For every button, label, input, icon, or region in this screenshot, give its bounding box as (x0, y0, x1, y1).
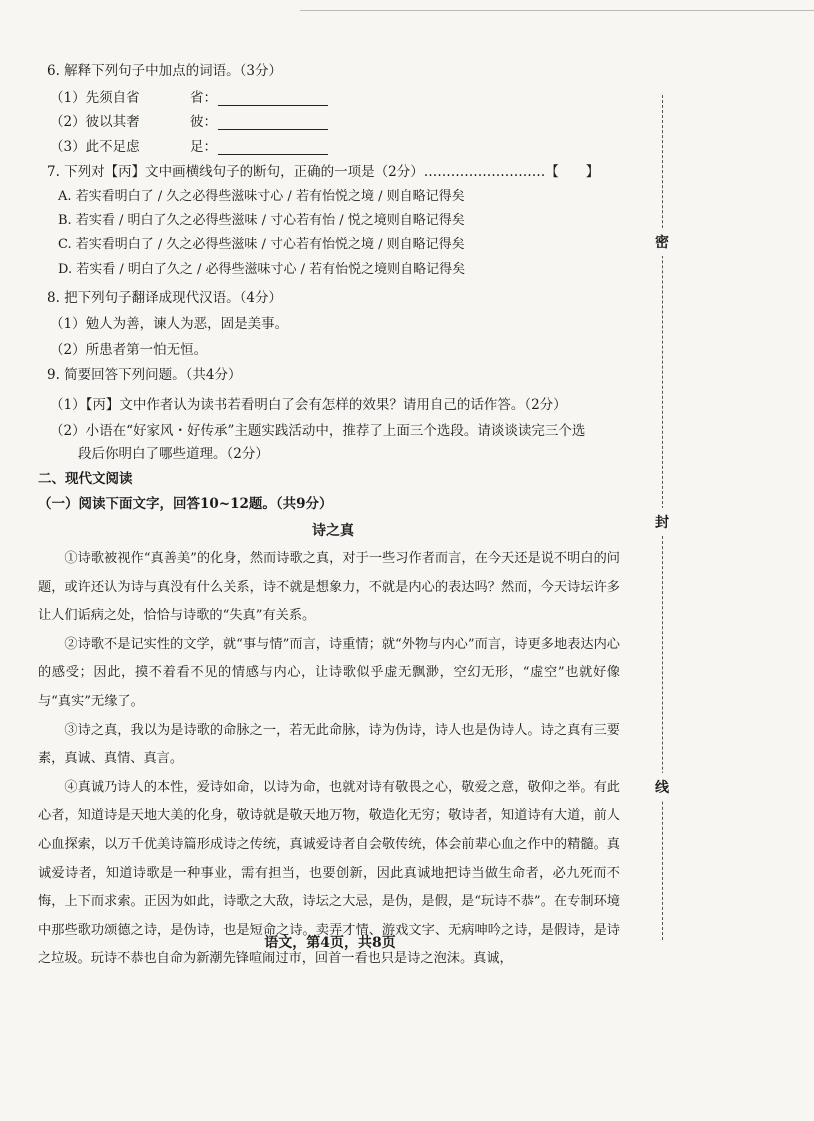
q7-option-b: B. 若实看 / 明白了久之必得些滋味 / 寸心若有怡 / 悦之境则自略记得矣 (58, 213, 465, 228)
binding-char-mi: 密 (655, 228, 669, 256)
q6-answer-line-3[interactable] (218, 153, 328, 155)
q9-item-2b: 段后你明白了哪些道理。（2分） (78, 446, 269, 462)
paragraph-3: ③诗之真，我以为是诗歌的命脉之一，若无此命脉，诗为伪诗，诗人也是伪诗人。诗之真有三要素，真诚、真情、真言。 (38, 722, 620, 767)
paragraph-2: ②诗歌不是记实性的文学，就“事与情”而言，诗重情；就“外物与内心”而言，诗更多地表达内心的感受；因此，摸不着看不见的情感与内心，让诗歌似乎虚无飘渺，空幻无形，“虚空”也就好像与“真实”无缘了。 (38, 636, 620, 709)
q7-option-c: C. 若实看明白了 / 久之必得些滋味 / 寸心若有怡悦之境 / 则自略记得矣 (58, 237, 465, 252)
section2-sub: （一）阅读下面文字，回答10~12题。（共9分） (38, 496, 333, 512)
q8-stem: 8. 把下列句子翻译成现代汉语。（4分） (47, 290, 283, 306)
q9-item-2a: （2）小语在“好家风・好传承”主题实践活动中，推荐了上面三个选段。请谈谈读完三个选 (50, 423, 586, 439)
q9-item-1: （1）【丙】文中作者认为读书若看明白了会有怎样的效果？请用自己的话作答。（2分） (50, 397, 567, 413)
article-body (38, 545, 620, 974)
q6-stem: 6. 解释下列句子中加点的词语。（3分） (47, 63, 283, 79)
article-title: 诗之真 (312, 523, 354, 539)
page-footer: 语文，第4页，共8页 (264, 935, 396, 951)
binding-char-feng: 封 (655, 508, 669, 536)
q6-term-1: 省： (190, 90, 217, 106)
q6-term-2: 彼： (190, 114, 217, 130)
section2-title: 二、现代文阅读 (38, 471, 133, 487)
q8-item-1: （1）勉人为善，谏人为恶，固是美事。 (50, 316, 289, 332)
q9-stem: 9. 简要回答下列问题。（共4分） (47, 367, 242, 383)
binding-char-xian: 线 (655, 773, 669, 801)
q7-option-a: A. 若实看明白了 / 久之必得些滋味寸心 / 若有怡悦之境 / 则自略记得矣 (58, 189, 465, 204)
q6-item-3: （3）此不足虑 (50, 139, 140, 155)
q6-answer-line-2[interactable] (218, 128, 328, 130)
q6-item-1: （1）先须自省 (50, 90, 140, 106)
q6-term-3: 足： (190, 139, 217, 155)
q7-option-d: D. 若实看 / 明白了久之 / 必得些滋味寸心 / 若有怡悦之境则自略记得矣 (58, 262, 466, 277)
paragraph-4: ④真诚乃诗人的本性，爱诗如命，以诗为命，也就对诗有敬畏之心，敬爱之意，敬仰之举。有此心者，知道诗是天地大美的化身，敬诗就是敬天地万物，敬造化无穷；敬诗者，知道诗有大道，前人心血探索，以万千优美诗篇形成诗之传统，真诚爱诗者自会敬传统，体会前辈心血之作中的精髓。真诚爱诗者，知道诗歌是一种事业，需有担当，也要创新，因此真诚地把诗当做生命者，必九死而不悔，上下而求索。正因为如此，诗歌之大敌，诗坛之大忌，是伪，是假，是“玩诗不恭”。在专制环境中那些歌功颂德之诗，是伪诗，也是短命之诗。卖弄才情、游戏文字、无病呻吟之诗，是假诗，是诗之垃圾。玩诗不恭也自命为新潮先锋喧闹过市，回首一看也只是诗之泡沫。真诚， (38, 779, 620, 967)
q8-item-2: （2）所患者第一怕无恒。 (50, 342, 208, 358)
q6-answer-line-1[interactable] (218, 104, 328, 106)
scan-edge (300, 10, 814, 11)
q7-stem: 7. 下列对【丙】文中画横线句子的断句，正确的一项是（2分）………………………【 】 (47, 164, 600, 180)
q6-item-2: （2）彼以其奢 (50, 114, 140, 130)
paragraph-1: ①诗歌被视作“真善美”的化身，然而诗歌之真，对于一些习作者而言，在今天还是说不明白的问题，或许还认为诗与真没有什么关系，诗不就是想象力，不就是内心的表达吗？然而，今天诗坛许多让人们诟病之处，恰恰与诗歌的“失真”有关系。 (38, 551, 620, 624)
